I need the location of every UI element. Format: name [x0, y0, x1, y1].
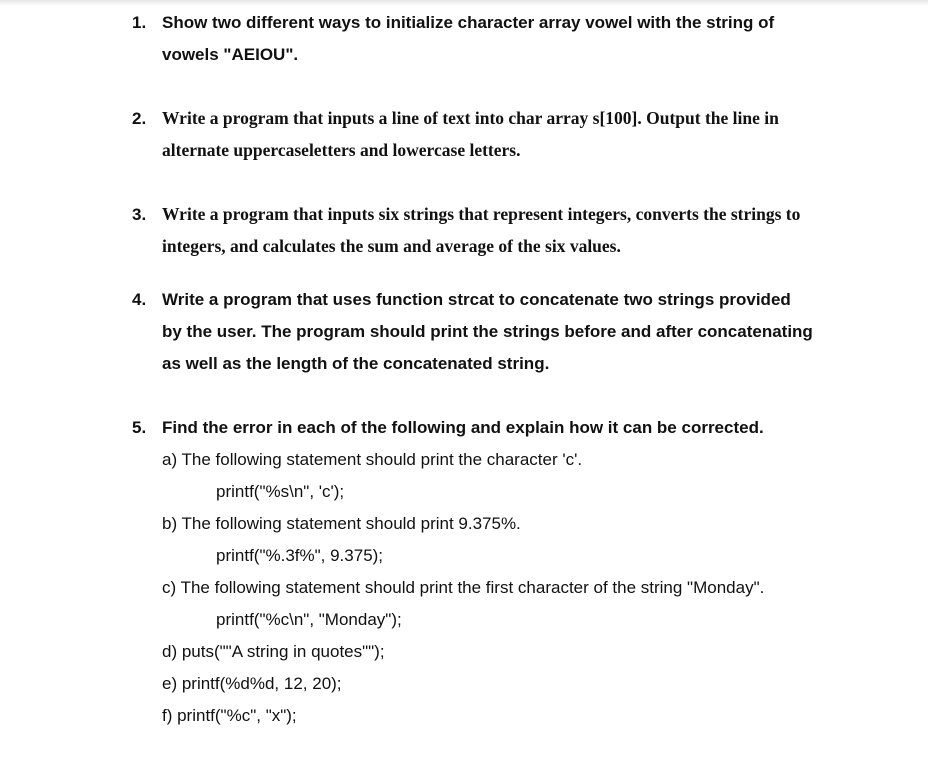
question-number: 4. [132, 290, 147, 309]
question-text-line: integers, and calculates the sum and average of the six values. [162, 236, 621, 256]
question-text-line: alternate uppercaseletters and lowercase letters. [162, 140, 521, 160]
part-b-text: b) The following statement should print 9.375%. [162, 514, 521, 533]
part-d-text: d) puts(""A string in quotes""); [162, 642, 385, 661]
part-a-code: printf("%s\n", 'c'); [216, 482, 345, 501]
part-e-text: e) printf(%d%d, 12, 20); [162, 674, 342, 693]
question-text-line: Show two different ways to initialize character array vowel with the string of [162, 13, 775, 32]
question-number: 1. [132, 13, 147, 32]
question-text-line: by the user. The program should print the strings before and after concatenating [162, 322, 813, 341]
question-number: 3. [132, 205, 147, 224]
page-top-edge [0, 0, 928, 6]
part-c-code: printf("%c\n", "Monday"); [216, 610, 402, 629]
question-text-line: Write a program that inputs six strings that represent integers, converts the strings to [162, 204, 801, 224]
question-text-line: vowels "AEIOU". [162, 45, 299, 64]
question-text-line: Write a program that inputs a line of text into char array s[100]. Output the line in [162, 108, 779, 128]
part-c-text: c) The following statement should print the first character of the string "Monday". [162, 578, 765, 597]
part-a-text: a) The following statement should print the character 'c'. [162, 450, 583, 469]
question-text-line: Write a program that uses function strcat to concatenate two strings provided [162, 290, 791, 309]
question-number: 5. [132, 418, 147, 437]
part-f-text: f) printf("%c", "x"); [162, 706, 297, 725]
question-number: 2. [132, 109, 147, 128]
question-heading: Find the error in each of the following and explain how it can be corrected. [162, 418, 764, 437]
part-b-code: printf("%.3f%", 9.375); [216, 546, 384, 565]
question-text-line: as well as the length of the concatenated string. [162, 354, 550, 373]
